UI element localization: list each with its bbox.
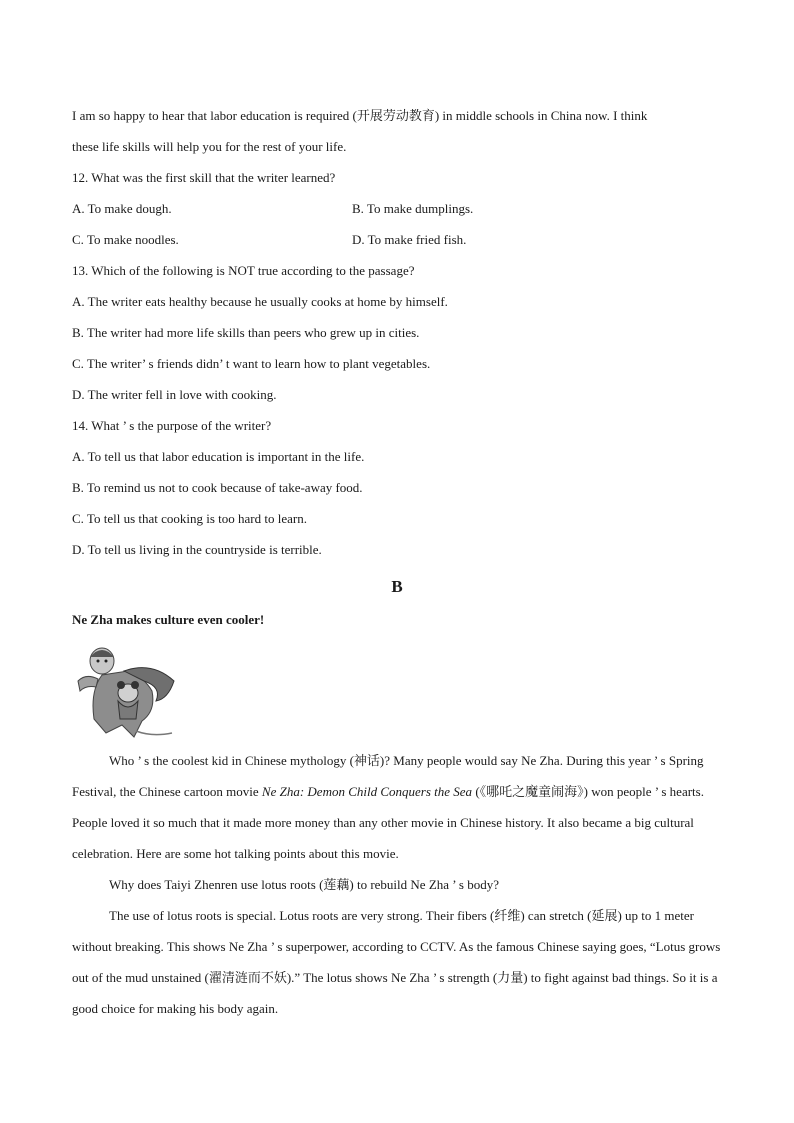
article-subheading: Why does Taiyi Zhenren use lotus roots (莲藕) to rebuild Ne Zha ’ s body? — [109, 877, 499, 892]
question-12-options-row-2 — [72, 224, 722, 255]
option-b: B. The writer had more life skills than peers who grew up in cities. — [72, 325, 420, 340]
question-13-stem: 13. Which of the following is NOT true according to the passage? — [72, 263, 415, 278]
paragraph-1-text-a: Who ’ s the coolest kid in Chinese mythology (神话)? Many people would say Ne Zha. During this year ’ s Spring Festival, the Chinese cartoon movie — [72, 753, 704, 799]
question-12-options-row-1 — [72, 193, 722, 224]
option-a: A. To tell us that labor education is important in the life. — [72, 449, 365, 464]
question-12-stem: 12. What was the first skill that the writer learned? — [72, 170, 336, 185]
article-paragraph-2: The use of lotus roots is special. Lotus roots are very strong. Their fibers (纤维) can stretch (延展) up to 1 meter without breaking. This shows Ne Zha ’ s superpower, according to CCTV. As the famous Chinese saying goes, “Lotus grows out of the mud unstained (濯清涟而不妖).” The lotus shows Ne Zha ’ s strength (力量) to fight against bad things. So it is a good choice for making his body again. — [72, 908, 721, 1016]
option-b: B. To remind us not to cook because of take-away food. — [72, 480, 363, 495]
document-page — [72, 100, 722, 1024]
option-c: C. To make noodles. — [72, 232, 179, 247]
article-paragraph-1 — [72, 745, 722, 869]
ne-zha-illustration — [72, 641, 178, 745]
intro-line-1: I am so happy to hear that labor education is required (开展劳动教育) in middle schools in China now. I think — [72, 108, 648, 123]
question-14-stem: 14. What ’ s the purpose of the writer? — [72, 418, 272, 433]
option-d: D. The writer fell in love with cooking. — [72, 387, 277, 402]
option-a: A. The writer eats healthy because he usually cooks at home by himself. — [72, 294, 448, 309]
article-headline: Ne Zha makes culture even cooler! — [72, 612, 265, 627]
option-a: A. To make dough. — [72, 201, 172, 216]
option-d: D. To tell us living in the countryside is terrible. — [72, 542, 322, 557]
option-c: C. The writer’ s friends didn’ t want to learn how to plant vegetables. — [72, 356, 431, 371]
option-c: C. To tell us that cooking is too hard to learn. — [72, 511, 307, 526]
paragraph-1-text-b: (《哪吒之魔童闹海》) won people ’ s hearts. People loved it so much that it made more money than any other movie in Chinese history. It also became a big cultural celebration. Here are some hot talking points about this movie. — [72, 784, 704, 861]
movie-title: Ne Zha: Demon Child Conquers the Sea — [261, 784, 473, 799]
intro-line-2: these life skills will help you for the rest of your life. — [72, 139, 347, 154]
option-d: D. To make fried fish. — [352, 232, 467, 247]
option-b: B. To make dumplings. — [352, 201, 474, 216]
section-heading: B — [391, 577, 403, 596]
